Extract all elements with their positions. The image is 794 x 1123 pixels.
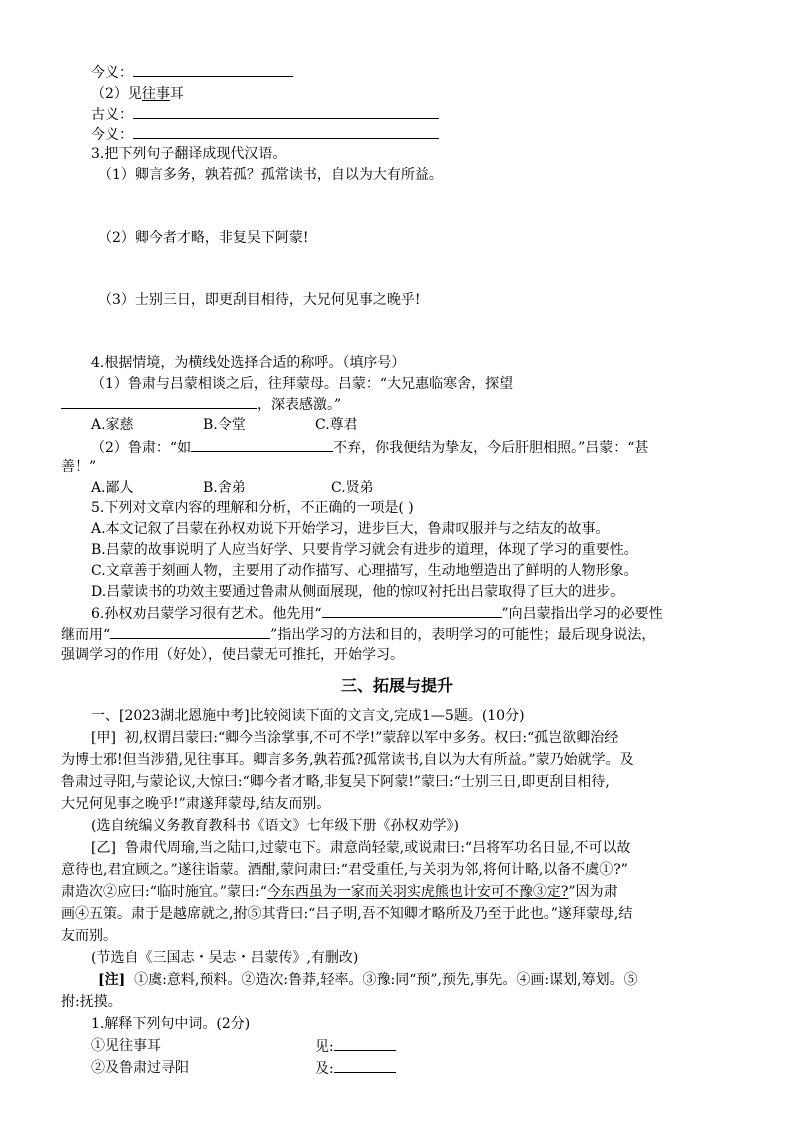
jinyi-label-2: 今义：	[91, 127, 133, 143]
yi-text-1: 鲁肃代周瑜,当之陆口,过蒙屯下。肃意尚轻蒙,或说肃曰:“吕将军功名日显,不可以故	[124, 840, 631, 856]
vocab-item-2-word: 往事	[141, 86, 170, 102]
q6-head: 6.孙权劝吕蒙学习很有艺术。他先用“	[91, 606, 322, 622]
yi-line-1	[91, 838, 631, 858]
notes-text-1: ①虞:意料,预料。②造次:鲁莽,轻率。③豫:同“预”,预先,事先。④画:谋划,筹划。⑤	[134, 972, 638, 988]
q4-part2-tail: 不弃，你我便结为挚友，今后肝胆相照。”吕蒙：“甚	[333, 440, 649, 456]
q1-item-2-answer	[315, 1058, 396, 1079]
q6-line2-tail: ”指出学习的方法和目的，表明学习的可能性；最后现身说法，	[270, 627, 656, 643]
q1-title: 1.解释下列句中词。(2分)	[91, 1016, 251, 1032]
q4-part2-line2: 善！”	[61, 459, 97, 475]
yi-line-5: 友而别。	[61, 928, 117, 944]
q4-title: 4.根据情境，为横线处选择合适的称呼。（填序号）	[91, 355, 406, 371]
jinyi-row-2	[91, 124, 439, 145]
q1-item-2-blank[interactable]	[334, 1058, 396, 1073]
jia-line-1	[91, 728, 618, 748]
q5-option-c: C.文章善于刻画人物，主要用了动作描写、心理描写，生动地塑造出了鲜明的人物形象。	[91, 563, 638, 579]
q4-part2-head: （2）鲁肃：“如	[91, 440, 192, 456]
q4-part1-opt-c: C.尊君	[315, 417, 358, 433]
q4-part2-opt-c: C.贤弟	[331, 480, 374, 496]
jinyi-row-1	[91, 62, 293, 83]
yi-line-2: 意待也,君宜顾之。”遂往诣蒙。酒酣,蒙问肃曰:“君受重任,与关羽为邻,将何计略,以备不虞①?”	[61, 862, 628, 878]
jia-source: (选自统编义务教育教科书《语文》七年级下册《孙权劝学》)	[91, 818, 459, 834]
q3-sentence-1: （1）卿言多务，孰若孤？孤常读书，自以为大有所益。	[98, 167, 443, 183]
yi-line-3-tail: ”因为肃	[568, 884, 618, 900]
guyi-row	[91, 104, 439, 125]
jia-line-2: 为博士邪!但当涉猎,见往事耳。卿言多务,孰若孤?孤常读书,自以为大有所益。”蒙乃始就学。及	[61, 752, 634, 768]
q1-item-1-answer	[315, 1036, 396, 1057]
q4-part2-blank[interactable]	[191, 437, 333, 452]
vocab-item-2-suffix: 耳	[169, 86, 184, 102]
jinyi-label: 今义：	[91, 65, 133, 81]
jia-line-4: 大兄何见事之晚乎!”肃遂拜蒙母,结友而别。	[61, 796, 331, 812]
q5-option-a: A.本文记叙了吕蒙在孙权劝说下开始学习，进步巨大，鲁肃叹服并与之结友的故事。	[91, 521, 610, 537]
q4-part2-opt-b: B.舍弟	[203, 480, 246, 496]
extended-intro: 一、[2023湖北恩施中考]比较阅读下面的文言文,完成1—5题。(10分)	[91, 708, 525, 724]
yi-label: [乙]	[91, 840, 116, 856]
q3-title: 3.把下列句子翻译成现代汉语。	[91, 146, 287, 162]
guyi-label: 古义：	[91, 107, 133, 123]
notes-label: [注]	[98, 972, 126, 988]
q4-part2-opt-a: A.鄙人	[91, 480, 134, 496]
q5-title: 5.下列对文章内容的理解和分析，不正确的一项是( )	[91, 500, 414, 516]
q5-option-b: B.吕蒙的故事说明了人应当好学、只要肯学习就会有进步的道理，体现了学习的重要性。	[91, 542, 638, 558]
yi-line-3	[61, 882, 618, 902]
q1-item-1-label: 见:	[315, 1039, 334, 1055]
q6-blank-1[interactable]	[322, 603, 502, 618]
vocab-item-2	[91, 84, 184, 104]
q3-sentence-2: （2）卿今者才略，非复吴下阿蒙!	[98, 230, 309, 246]
jia-line-3: 鲁肃过寻阳,与蒙论议,大惊曰:“卿今者才略,非复吴下阿蒙!”蒙曰:“士别三日,即更刮目相待,	[61, 774, 610, 790]
yi-line-3-head: 肃造次②应曰:“临时施宜。”蒙曰:“	[61, 884, 267, 900]
notes-line-2: 拊:抚摸。	[61, 994, 122, 1010]
vocab-item-2-prefix: （2）见	[91, 86, 142, 102]
section-heading: 三、拓展与提升	[340, 676, 453, 695]
yi-underlined-sentence: 今东西虽为一家而关羽实虎熊也计安可不豫③定?	[266, 884, 569, 900]
q1-item-1: ①见往事耳	[91, 1038, 161, 1054]
yi-source: (节选自《三国志・吴志・吕蒙传》,有删改)	[91, 950, 359, 966]
q4-part1-line1: （1）鲁肃与吕蒙相谈之后，往拜蒙母。吕蒙：“大兄惠临寒舍，探望	[91, 376, 514, 392]
yi-line-4: 画④五策。肃于是越席就之,拊⑤其背曰:“吕子明,吾不知卿才略所及乃至于此也。”遂拜蒙母,结	[61, 906, 633, 922]
q6-blank-2[interactable]	[110, 624, 270, 639]
q5-option-d: D.吕蒙读书的功效主要通过鲁肃从侧面展现，他的惊叹衬托出吕蒙取得了巨大的进步。	[91, 584, 625, 600]
q4-part1-line2	[61, 394, 341, 415]
jinyi-blank-2[interactable]	[133, 124, 439, 139]
q4-part1-opt-b: B.令堂	[203, 417, 246, 433]
q4-part1-tail: ，深表感激。”	[257, 397, 342, 413]
guyi-blank[interactable]	[133, 104, 439, 119]
jia-label: [甲]	[91, 730, 116, 746]
q1-item-2-label: 及:	[315, 1061, 334, 1077]
q6-line3: 强调学习的作用（好处），使吕蒙无可推托，开始学习。	[61, 647, 404, 663]
q6-line1	[91, 603, 663, 624]
q6-line2-head: 继而用“	[61, 627, 111, 643]
q4-part1-blank[interactable]	[61, 394, 257, 409]
q6-line2	[61, 624, 655, 645]
q1-item-2: ②及鲁肃过寻阳	[91, 1060, 189, 1076]
q4-part1-opt-a: A.家慈	[91, 417, 134, 433]
jinyi-blank-1[interactable]	[133, 62, 293, 77]
q6-mid: ”向吕蒙指出学习的必要性	[501, 606, 663, 622]
q3-sentence-3: （3）士别三日，即更刮目相待，大兄何见事之晚乎!	[98, 292, 421, 308]
q1-item-1-blank[interactable]	[334, 1036, 396, 1051]
notes-line-1	[98, 970, 638, 990]
jia-text-1: 初,权谓吕蒙曰:“卿今当涂掌事,不可不学!”蒙辞以军中多务。权曰:“孤岂欲卿治经	[124, 730, 619, 746]
q4-part2-line1	[91, 437, 648, 458]
